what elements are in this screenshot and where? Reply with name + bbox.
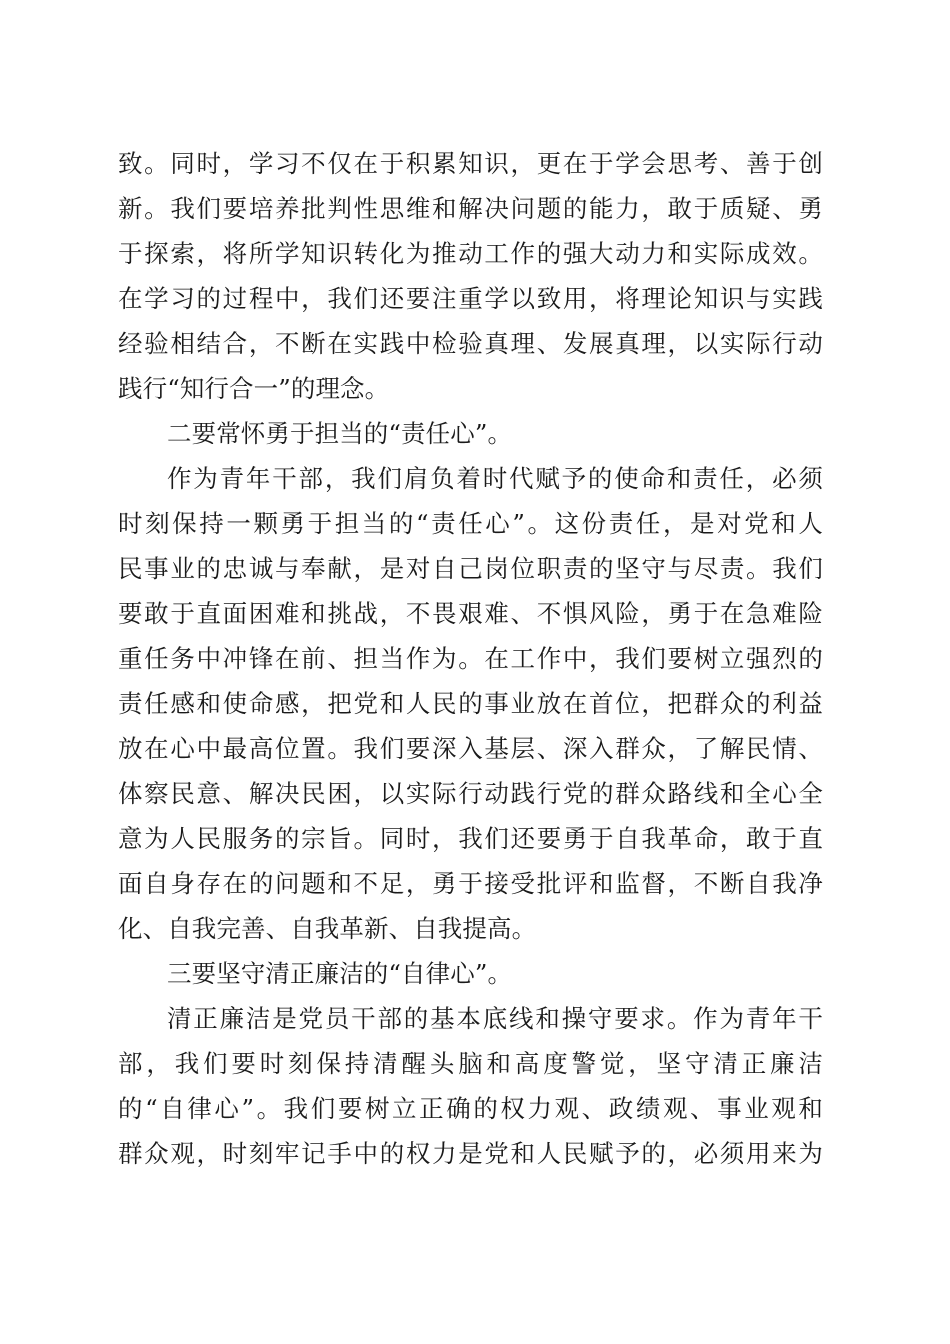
body-text-line: 体察民意、解决民困，以实际行动践行党的群众路线和全心全: [118, 779, 823, 808]
body-text-line: 在学习的过程中，我们还要注重学以致用，将理论知识与实践: [118, 284, 823, 313]
body-text-line: 清正廉洁是党员干部的基本底线和操守要求。作为青年干: [167, 1004, 823, 1033]
section-heading: 三要坚守清正廉洁的“自律心”。: [167, 959, 513, 988]
document-page: [118, 141, 823, 1176]
body-text-line: 于探索，将所学知识转化为推动工作的强大动力和实际成效。: [118, 239, 823, 268]
body-text-line: 要敢于直面困难和挑战，不畏艰难、不惧风险，勇于在急难险: [118, 599, 823, 628]
body-text-line: 新。我们要培养批判性思维和解决问题的能力，敢于质疑、勇: [118, 194, 823, 223]
body-text-line: 面自身存在的问题和不足，勇于接受批评和监督，不断自我净: [118, 869, 823, 898]
body-text-line: 责任感和使命感，把党和人民的事业放在首位，把群众的利益: [118, 689, 823, 718]
body-text-line: 放在心中最高位置。我们要深入基层、深入群众，了解民情、: [118, 734, 823, 763]
body-text-line: 部，我们要时刻保持清醒头脑和高度警觉，坚守清正廉洁: [118, 1049, 823, 1078]
body-text-line: 时刻保持一颗勇于担当的“责任心”。这份责任，是对党和人: [118, 509, 823, 538]
body-text-line: 重任务中冲锋在前、担当作为。在工作中，我们要树立强烈的: [118, 644, 823, 673]
body-text-line: 化、自我完善、自我革新、自我提高。: [118, 914, 537, 943]
body-text-line: 的“自律心”。我们要树立正确的权力观、政绩观、事业观和: [118, 1094, 823, 1123]
body-text-line: 经验相结合，不断在实践中检验真理、发展真理，以实际行动: [118, 329, 823, 358]
body-text-line: 践行“知行合一”的理念。: [118, 374, 390, 403]
body-text-line: 民事业的忠诚与奉献，是对自己岗位职责的坚守与尽责。我们: [118, 554, 823, 583]
body-text-line: 作为青年干部，我们肩负着时代赋予的使命和责任，必须: [167, 464, 823, 493]
body-text-line: 群众观，时刻牢记手中的权力是党和人民赋予的，必须用来为: [118, 1139, 823, 1168]
section-heading: 二要常怀勇于担当的“责任心”。: [167, 419, 513, 448]
body-text-line: 致。同时，学习不仅在于积累知识，更在于学会思考、善于创: [118, 149, 823, 178]
body-text-line: 意为人民服务的宗旨。同时，我们还要勇于自我革命，敢于直: [118, 824, 823, 853]
